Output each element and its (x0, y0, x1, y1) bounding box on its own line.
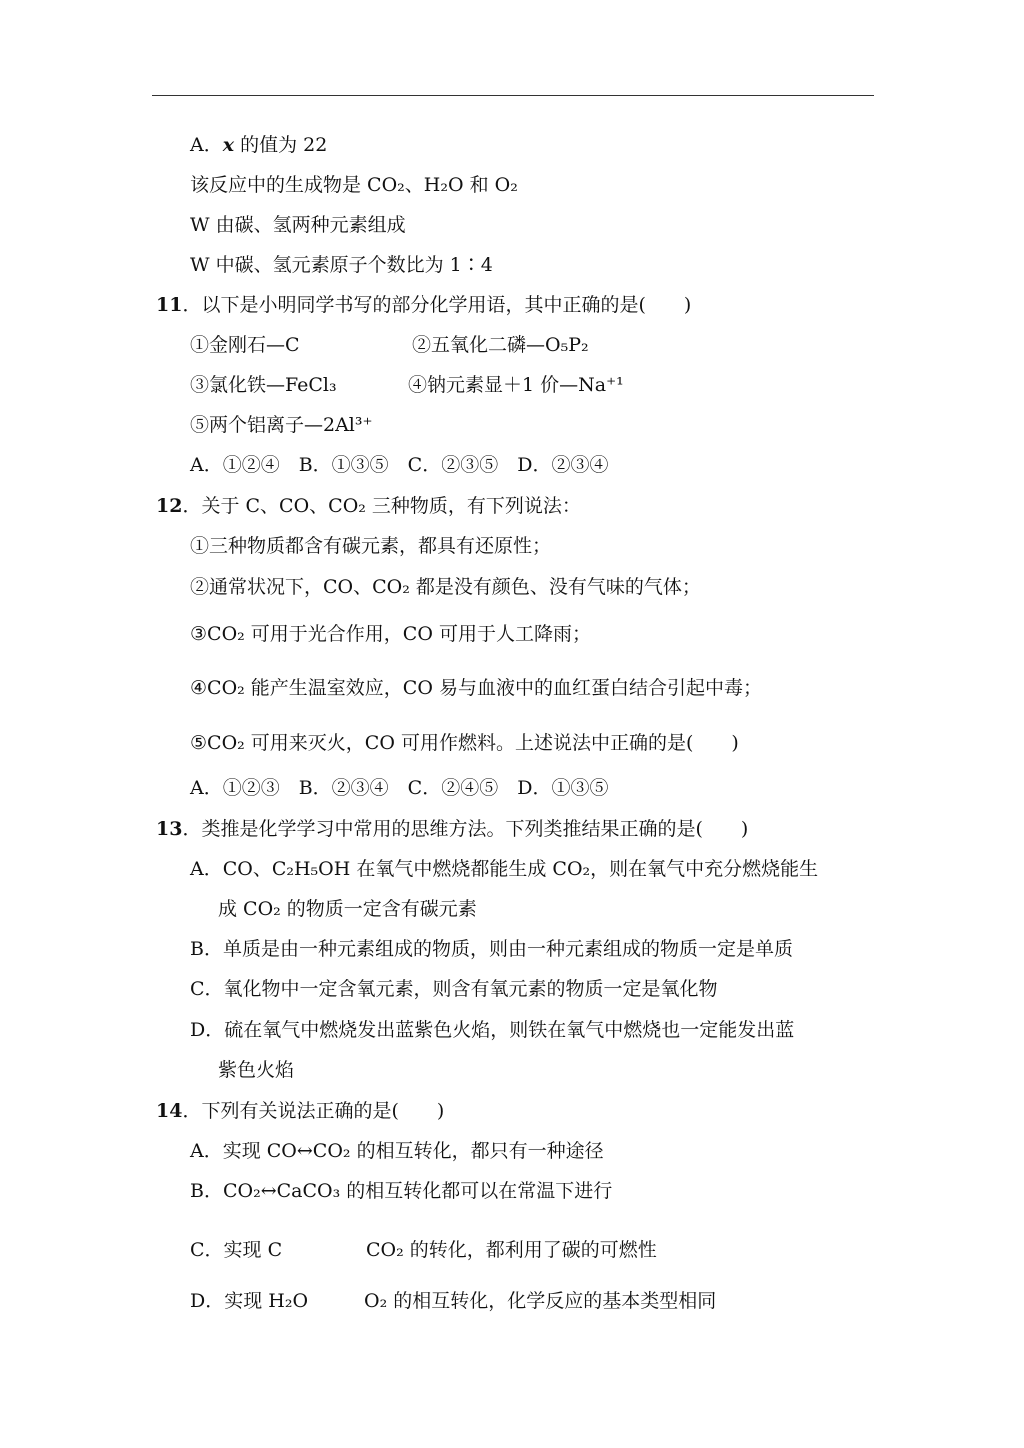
q12-item-3: ③CO₂ 可用于光合作用，CO 可用于人工降雨； (190, 623, 591, 645)
q12-item-1: ①三种物质都含有碳元素，都具有还原性； (190, 535, 552, 557)
q10-option-a-var: x (222, 134, 235, 156)
q13-stem-line: 13．类推是化学学习中常用的思维方法。下列类推结果正确的是( ) (156, 818, 749, 840)
q14-option-c-right: CO₂ 的转化，都利用了碳的可燃性 (366, 1239, 657, 1261)
q13-option-c: C．氧化物中一定含氧元素，则含有氧元素的物质一定是氧化物 (190, 978, 718, 1000)
q10-option-a-label: A． (190, 134, 223, 156)
q10-option-c: W 由碳、氢两种元素组成 (190, 214, 406, 236)
q11-item-4: ④钠元素显＋1 价—Na⁺¹ (408, 374, 624, 396)
q11-number: 11 (156, 294, 183, 316)
q10-option-b: 该反应中的生成物是 CO₂、H₂O 和 O₂ (190, 174, 518, 196)
q14-option-b: B．CO₂↔CaCO₃ 的相互转化都可以在常温下进行 (190, 1180, 613, 1202)
q13-option-a-line1: A．CO、C₂H₅OH 在氧气中燃烧都能生成 CO₂，则在氧气中充分燃烧能生 (190, 858, 819, 880)
q14-option-d-right: O₂ 的相互转化，化学反应的基本类型相同 (364, 1290, 717, 1312)
q12-number: 12 (156, 495, 183, 517)
header-rule (152, 95, 874, 96)
q11-item-1: ①金刚石—C (190, 334, 300, 356)
q13-stem: 类推是化学学习中常用的思维方法。下列类推结果正确的是( ) (201, 818, 749, 840)
q14-stem: 下列有关说法正确的是( ) (201, 1100, 445, 1122)
q11-item-3: ③氯化铁—FeCl₃ (190, 374, 337, 396)
q13-option-a-line2: 成 CO₂ 的物质一定含有碳元素 (218, 898, 477, 920)
q14-number: 14 (156, 1100, 183, 1122)
q11-stem: 以下是小明同学书写的部分化学用语，其中正确的是( ) (201, 294, 692, 316)
q11-item-2: ②五氧化二磷—O₅P₂ (412, 334, 589, 356)
q11-item-5: ⑤两个铝离子—2Al³⁺ (190, 414, 373, 436)
q12-options: A．①②③ B．②③④ C．②④⑤ D．①③⑤ (190, 777, 609, 799)
q12-item-4: ④CO₂ 能产生温室效应，CO 易与血液中的血红蛋白结合引起中毒； (190, 677, 762, 699)
q10-option-d: W 中碳、氢元素原子个数比为 1∶4 (190, 254, 493, 276)
q14-option-a: A．实现 CO↔CO₂ 的相互转化，都只有一种途径 (190, 1140, 604, 1162)
q11-stem-line: 11．以下是小明同学书写的部分化学用语，其中正确的是( ) (156, 294, 692, 316)
q12-stem: 关于 C、CO、CO₂ 三种物质，有下列说法： (201, 495, 581, 517)
q14-option-d-left: D．实现 H₂O (190, 1290, 309, 1312)
q10-option-a-text: 的值为 22 (240, 134, 328, 156)
q14-stem-line: 14．下列有关说法正确的是( ) (156, 1100, 445, 1122)
q13-option-d-line1: D．硫在氧气中燃烧发出蓝紫色火焰，则铁在氧气中燃烧也一定能发出蓝 (190, 1019, 795, 1041)
q10-option-a (190, 133, 327, 157)
q12-stem-line: 12．关于 C、CO、CO₂ 三种物质，有下列说法： (156, 495, 581, 517)
q13-option-d-line2: 紫色火焰 (218, 1059, 295, 1081)
q12-item-2: ②通常状况下，CO、CO₂ 都是没有颜色、没有气味的气体； (190, 576, 701, 598)
q11-options: A．①②④ B．①③⑤ C．②③⑤ D．②③④ (190, 454, 609, 476)
q14-option-c-left: C．实现 C (190, 1239, 283, 1261)
q13-option-b: B．单质是由一种元素组成的物质，则由一种元素组成的物质一定是单质 (190, 938, 793, 960)
q12-item-5: ⑤CO₂ 可用来灭火，CO 可用作燃料。上述说法中正确的是( ) (190, 732, 739, 754)
q13-number: 13 (156, 818, 183, 840)
